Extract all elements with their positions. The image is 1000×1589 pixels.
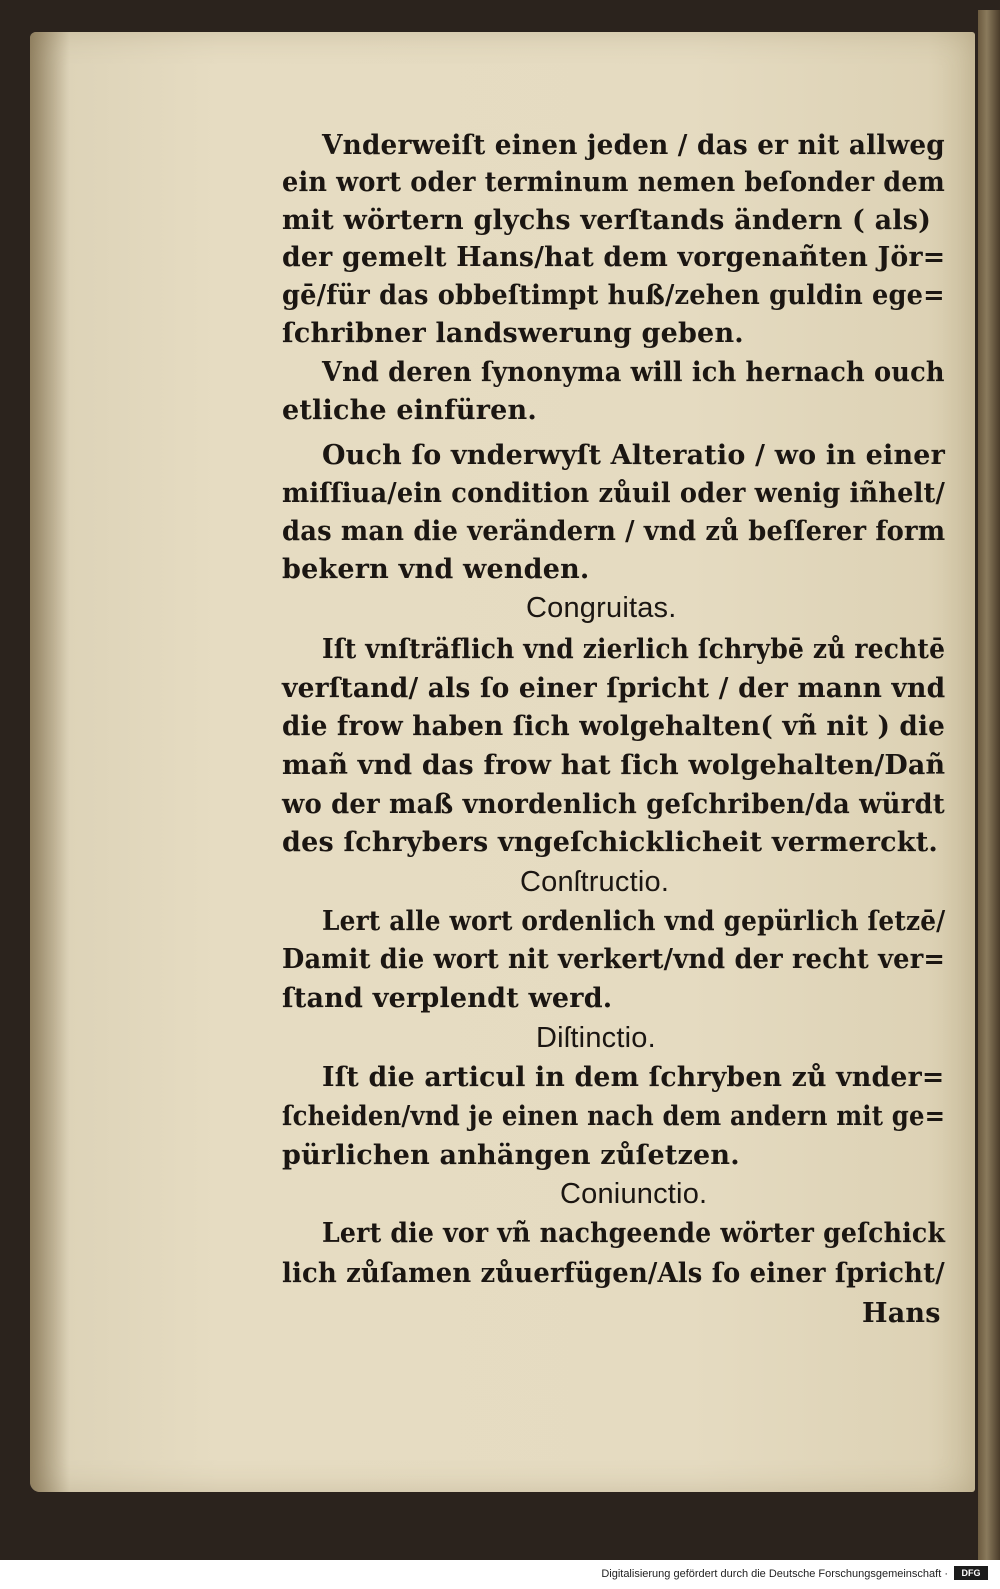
text-line: wo der maß vnordenlich geſchriben/da würdt — [282, 789, 945, 820]
text-line: ſtand verplendt werd. — [282, 983, 613, 1014]
catchword: Hans — [862, 1298, 941, 1329]
funding-credit: Digitalisierung gefördert durch die Deutsche Forschungsgemeinschaft · — [601, 1568, 948, 1580]
text-line: Lert alle wort ordenlich vnd gepürlich ſetzē/ — [322, 906, 946, 937]
text-line: ſcheiden/vnd je einen nach dem andern mit ge= — [282, 1101, 946, 1132]
section-heading: Congruitas. — [526, 592, 677, 624]
text-line: Damit die wort nit verkert/vnd der recht ver= — [282, 944, 946, 975]
text-line: Vnd deren ſynonyma will ich hernach ouch — [322, 357, 945, 388]
digitization-footer — [0, 1560, 1000, 1589]
text-line: verſtand/ als ſo einer ſpricht / der mann vnd — [282, 673, 946, 704]
text-line: das man die verändern / vnd zů beſſerer form — [282, 516, 946, 547]
section-heading: Conſtructio. — [520, 866, 670, 898]
text-line: Lert die vor vñ nachgeende wörter geſchick — [322, 1218, 946, 1249]
text-line: lich zůſamen zůuerfügen/Als ſo einer ſpricht/ — [282, 1258, 945, 1289]
text-line: bekern vnd wenden. — [282, 554, 590, 585]
text-line: Iſt vnſträflich vnd zierlich ſchrybē zů rechtē — [322, 634, 946, 665]
text-line: mañ vnd das frow hat ſich wolgehalten/Dañ — [282, 750, 946, 781]
text-line: gē/für das obbeſtimpt huß/zehen guldin ege= — [282, 280, 945, 311]
text-line: miſſiua/ein condition zůuil oder wenig iñhelt/ — [282, 478, 946, 509]
text-line: Ouch ſo vnderwyſt Alteratio / wo in einer — [322, 440, 946, 471]
text-line: pürlichen anhängen zůſetzen. — [282, 1140, 740, 1171]
text-line: die frow haben ſich wolgehalten( vñ nit ) die — [282, 711, 946, 742]
text-line: Vnderweiſt einen jeden / das er nit allweg — [322, 130, 945, 161]
text-line: Iſt die articul in dem ſchryben zů vnder= — [322, 1062, 945, 1093]
text-line: ein wort oder terminum nemen beſonder dem — [282, 167, 945, 198]
dfg-logo: DFG — [954, 1566, 988, 1580]
text-line: etliche einfüren. — [282, 395, 537, 426]
text-line: mit wörtern glychs verſtands ändern ( als) — [282, 205, 932, 236]
section-heading: Coniunctio. — [560, 1178, 708, 1210]
text-line: ſchribner landswerung geben. — [282, 318, 744, 349]
text-line: der gemelt Hans/hat dem vorgenañten Jör= — [282, 242, 946, 273]
section-heading: Diſtinctio. — [536, 1022, 656, 1054]
text-line: des ſchrybers vngeſchicklicheit vermerckt. — [282, 827, 938, 858]
